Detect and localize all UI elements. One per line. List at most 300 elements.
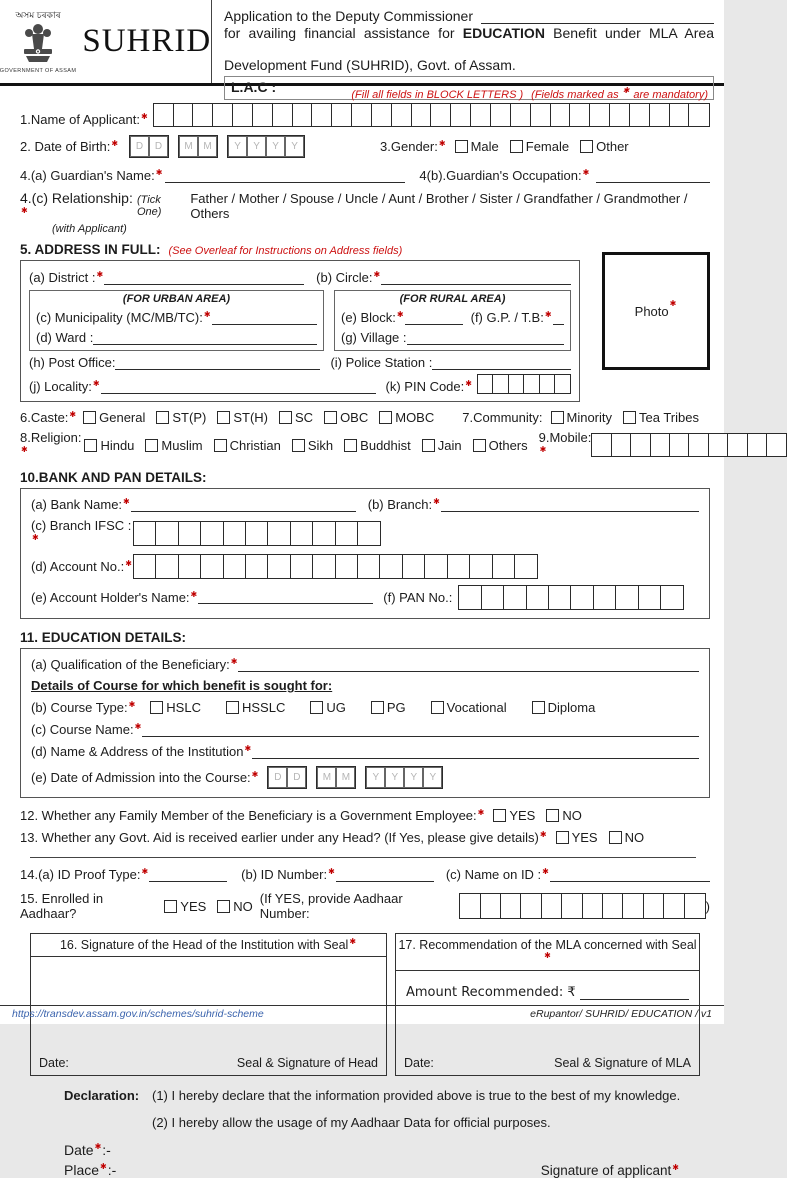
checkbox-vocational[interactable]: [431, 700, 507, 715]
checkbox-icon[interactable]: [580, 140, 593, 153]
checkbox-other[interactable]: [580, 139, 629, 154]
aadhaar-hint: (If YES, provide Aadhaar Number:: [259, 891, 403, 921]
govt-aid-row: [20, 830, 710, 845]
char-cell[interactable]: [669, 103, 690, 127]
char-cell[interactable]: [582, 893, 604, 919]
institution-signature-footer: [31, 1056, 386, 1075]
amount-line[interactable]: [580, 987, 689, 1000]
checkbox-icon[interactable]: [164, 900, 177, 913]
checkbox-christian[interactable]: [214, 438, 281, 453]
char-cell[interactable]: [212, 103, 233, 127]
scheme-url-link[interactable]: https://transdev.assam.gov.in/schemes/suhrid-scheme: [12, 1008, 264, 1020]
checkbox-label: UG: [326, 700, 346, 715]
char-cell[interactable]: [589, 103, 610, 127]
checkbox-icon[interactable]: [609, 831, 622, 844]
address-overleaf-note: (See Overleaf for Instructions on Address fields): [168, 245, 403, 257]
char-cell[interactable]: [245, 554, 269, 579]
checkbox-mobc[interactable]: [379, 410, 434, 425]
assamese-govt-text: অসম চৰকাৰ: [15, 9, 61, 20]
date-char-cell[interactable]: Y: [423, 767, 442, 788]
char-cell[interactable]: [569, 103, 590, 127]
checkbox-jain[interactable]: [422, 438, 462, 453]
checkbox-diploma[interactable]: [532, 700, 596, 715]
declaration-lines: [152, 1088, 680, 1130]
char-cell[interactable]: [630, 433, 651, 457]
char-cell[interactable]: [379, 554, 403, 579]
checkbox-sikh[interactable]: [292, 438, 333, 453]
declaration-date[interactable]: Date :-: [64, 1142, 111, 1158]
checkbox-icon[interactable]: [371, 701, 384, 714]
checkbox-label: PG: [386, 700, 406, 715]
block-label: (e) Block:: [341, 310, 396, 325]
char-cell[interactable]: [650, 433, 671, 457]
checkbox-others[interactable]: [473, 438, 528, 453]
char-cell[interactable]: [530, 103, 551, 127]
char-cell[interactable]: [550, 103, 571, 127]
community-options: [551, 410, 711, 425]
gender-options: [455, 139, 640, 154]
char-cell[interactable]: [155, 554, 179, 579]
char-cell[interactable]: [411, 103, 432, 127]
locality-line[interactable]: [101, 381, 376, 394]
checkbox-no[interactable]: [609, 830, 645, 845]
declaration-line1: (1) I hereby declare that the information provided above is true to the best of my knowledge.: [152, 1088, 681, 1103]
name-on-id-line[interactable]: [550, 869, 710, 882]
char-cell[interactable]: [447, 554, 471, 579]
checkbox-icon[interactable]: [493, 809, 506, 822]
circle-line[interactable]: [381, 272, 571, 285]
char-cell[interactable]: [173, 103, 194, 127]
page-footer: [0, 1005, 724, 1020]
char-cell[interactable]: [178, 554, 202, 579]
district-line[interactable]: [104, 272, 304, 285]
checkbox-label: HSLC: [166, 700, 201, 715]
instructions-note: [20, 89, 708, 101]
char-cell[interactable]: [554, 374, 571, 394]
checkbox-male[interactable]: [455, 139, 499, 154]
checkbox-icon[interactable]: [510, 140, 523, 153]
char-cell[interactable]: [622, 893, 644, 919]
date-char-cell[interactable]: M: [317, 767, 336, 788]
char-cell[interactable]: [458, 585, 482, 610]
char-cell[interactable]: [424, 554, 448, 579]
dob-cells: [129, 135, 314, 158]
char-cell[interactable]: [638, 585, 662, 610]
checkbox-label: YES: [571, 830, 598, 845]
char-cell[interactable]: [663, 893, 685, 919]
holder-line[interactable]: [198, 591, 373, 604]
post-office-label: (h) Post Office:: [29, 355, 116, 370]
checkbox-icon[interactable]: [556, 831, 569, 844]
photo-label: Photo: [634, 303, 669, 319]
char-cell[interactable]: [481, 585, 505, 610]
char-cell[interactable]: [615, 585, 639, 610]
dob-label: 2. Date of Birth:: [20, 139, 111, 154]
ifsc-label: (c) Branch IFSC :: [31, 518, 132, 533]
checkbox-ug[interactable]: [310, 700, 346, 715]
checkbox-label: Tea Tribes: [639, 410, 699, 425]
char-cell[interactable]: [591, 433, 612, 457]
checkbox-icon[interactable]: [279, 411, 292, 424]
checkbox-no[interactable]: [217, 899, 253, 914]
char-cell[interactable]: [351, 103, 372, 127]
date-char-cell[interactable]: M: [179, 136, 198, 157]
institution-signature-heading: 16. Signature of the Head of the Institution with Seal: [31, 934, 386, 957]
course-type-options: [150, 700, 606, 715]
checkbox-icon[interactable]: [551, 411, 564, 424]
date-char-cell[interactable]: Y: [385, 767, 404, 788]
char-cell[interactable]: [192, 103, 213, 127]
id-proof-row: [20, 867, 710, 882]
date-char-cell[interactable]: D: [287, 767, 306, 788]
admission-date-cells: [267, 766, 452, 789]
checkbox-icon[interactable]: [217, 411, 230, 424]
char-cell[interactable]: [541, 893, 563, 919]
char-cell[interactable]: [609, 103, 630, 127]
date-char-cell[interactable]: M: [198, 136, 217, 157]
char-cell[interactable]: [459, 893, 481, 919]
checkbox-icon[interactable]: [217, 900, 230, 913]
char-cell[interactable]: [611, 433, 632, 457]
date-place-row: [64, 1142, 710, 1178]
religion-mobile-row: [20, 430, 710, 460]
date-char-cell[interactable]: D: [130, 136, 149, 157]
checkbox-icon[interactable]: [546, 809, 559, 822]
char-cell[interactable]: [470, 103, 491, 127]
checkbox-yes[interactable]: [164, 899, 206, 914]
checkbox-sc[interactable]: [279, 410, 313, 425]
char-cell[interactable]: [526, 585, 550, 610]
account-row: [31, 554, 699, 579]
date-cell-group: [178, 135, 218, 158]
date-char-cell[interactable]: Y: [228, 136, 247, 157]
char-cell[interactable]: [660, 585, 684, 610]
date-char-cell[interactable]: D: [149, 136, 168, 157]
checkbox-icon[interactable]: [324, 411, 337, 424]
char-cell[interactable]: [520, 893, 542, 919]
urban-rural-boxes: [29, 290, 571, 351]
char-cell[interactable]: [178, 521, 202, 546]
post-police-row: [29, 355, 571, 370]
mandatory-note: (Fields marked as are mandatory): [531, 89, 708, 101]
char-cell[interactable]: [649, 103, 670, 127]
checkbox-label: OBC: [340, 410, 369, 425]
locality-label: (j) Locality:: [29, 379, 92, 394]
govt-employee-label: 12. Whether any Family Member of the Beneficiary is a Government Employee:: [20, 808, 477, 823]
char-cell[interactable]: [766, 433, 787, 457]
checkbox-hslc[interactable]: [150, 700, 201, 715]
tick-one-note: (Tick One): [137, 194, 162, 218]
holder-label: (e) Account Holder's Name:: [31, 590, 190, 605]
religion-label: 8.Religion:: [20, 430, 82, 445]
aadhaar-row: [20, 891, 710, 921]
field-dob-gender: [20, 135, 710, 158]
char-cell[interactable]: [252, 103, 273, 127]
checkbox-general[interactable]: [83, 410, 145, 425]
char-cell[interactable]: [669, 433, 690, 457]
char-cell[interactable]: [335, 521, 359, 546]
qualification-row: [31, 657, 699, 672]
char-cell[interactable]: [223, 521, 247, 546]
municipality-line[interactable]: [212, 312, 317, 325]
date-char-cell[interactable]: Y: [404, 767, 423, 788]
char-cell[interactable]: [292, 103, 313, 127]
checkbox-label: Other: [596, 139, 629, 154]
course-name-line[interactable]: [142, 724, 699, 737]
checkbox-icon[interactable]: [292, 439, 305, 452]
checkbox-yes[interactable]: [556, 830, 598, 845]
checkbox-icon[interactable]: [623, 411, 636, 424]
gp-line[interactable]: [553, 312, 564, 325]
char-cell[interactable]: [469, 554, 493, 579]
religion-options: [84, 438, 538, 453]
ward-line[interactable]: [93, 332, 317, 345]
bank-name-line[interactable]: [131, 499, 356, 512]
aadhaar-cells: [459, 893, 705, 919]
checkbox-label: NO: [624, 830, 645, 845]
block-line[interactable]: [405, 312, 463, 325]
char-cell[interactable]: [200, 521, 224, 546]
char-cell[interactable]: [290, 554, 314, 579]
course-details-heading: Details of Course for which benefit is sought for:: [31, 678, 333, 693]
branch-label: (b) Branch:: [367, 497, 433, 512]
checkbox-minority[interactable]: [551, 410, 613, 425]
section-divider: [30, 857, 696, 858]
applicant-name-label: 1.Name of Applicant:: [20, 112, 140, 127]
char-cell[interactable]: [490, 103, 511, 127]
char-cell[interactable]: [402, 554, 426, 579]
char-cell[interactable]: [727, 433, 748, 457]
date-char-cell[interactable]: Y: [366, 767, 385, 788]
char-cell[interactable]: [561, 893, 583, 919]
checkbox-tea-tribes[interactable]: [623, 410, 699, 425]
bank-branch-row: [31, 497, 699, 512]
declaration-place[interactable]: Place :-: [64, 1162, 117, 1178]
checkbox-buddhist[interactable]: [344, 438, 411, 453]
checkbox-st-h-[interactable]: [217, 410, 268, 425]
char-cell[interactable]: [514, 554, 538, 579]
checkbox-icon[interactable]: [431, 701, 444, 714]
relationship-options[interactable]: Father / Mother / Spouse / Uncle / Aunt / Brother / Sister / Grandfather / Grandmother / Others: [190, 191, 688, 221]
guardian-occupation-line[interactable]: [596, 170, 710, 183]
char-cell[interactable]: [629, 103, 650, 127]
checkbox-label: Female: [525, 139, 570, 154]
field-relationship: [20, 190, 710, 222]
post-office-line[interactable]: [115, 357, 320, 370]
checkbox-icon[interactable]: [422, 439, 435, 452]
checkbox-icon[interactable]: [150, 701, 163, 714]
ward-label: (d) Ward :: [36, 330, 94, 345]
char-cell[interactable]: [272, 103, 293, 127]
char-cell[interactable]: [643, 893, 665, 919]
char-cell[interactable]: [232, 103, 253, 127]
char-cell[interactable]: [200, 554, 224, 579]
char-cell[interactable]: [335, 554, 359, 579]
char-cell[interactable]: [593, 585, 617, 610]
char-cell[interactable]: [371, 103, 392, 127]
checkbox-icon[interactable]: [532, 701, 545, 714]
circle-label: (b) Circle:: [316, 270, 373, 285]
aadhaar-enrolled-label: 15. Enrolled in Aadhaar?: [20, 891, 104, 921]
checkbox-icon[interactable]: [84, 439, 97, 452]
char-cell[interactable]: [155, 521, 179, 546]
checkbox-label: Vocational: [446, 700, 507, 715]
police-station-label: (i) Police Station :: [330, 355, 433, 370]
caste-label: 6.Caste:: [20, 410, 69, 425]
signature-of-applicant: Signature of applicant: [540, 1163, 672, 1178]
photo-box[interactable]: [602, 252, 710, 370]
bank-box: [20, 488, 710, 619]
char-cell[interactable]: [312, 521, 336, 546]
char-cell[interactable]: [570, 585, 594, 610]
checkbox-muslim[interactable]: [145, 438, 202, 453]
checkbox-hsslc[interactable]: [226, 700, 285, 715]
address-box: [20, 260, 580, 402]
id-number-label: (b) ID Number:: [241, 867, 328, 882]
institution-row: [31, 744, 699, 759]
pin-code-label: (k) PIN Code:: [385, 379, 465, 394]
municipality-row: [36, 310, 317, 325]
char-cell[interactable]: [500, 893, 522, 919]
deputy-commissioner-fill-line[interactable]: [481, 10, 714, 24]
checkbox-icon[interactable]: [214, 439, 227, 452]
char-cell[interactable]: [708, 433, 729, 457]
char-cell[interactable]: [153, 103, 174, 127]
lac-label: L.A.C :: [231, 79, 277, 95]
address-heading-label: 5. ADDRESS IN FULL:: [20, 242, 161, 257]
checkbox-icon[interactable]: [473, 439, 486, 452]
checkbox-label: Minority: [566, 410, 613, 425]
education-section-heading: 11. EDUCATION DETAILS:: [20, 630, 187, 645]
form-version-label: eRupantor/ SUHRID/ EDUCATION / v1: [530, 1008, 712, 1020]
police-station-line[interactable]: [432, 357, 571, 370]
aadhaar-options: [164, 899, 264, 914]
char-cell[interactable]: [391, 103, 412, 127]
urban-area-heading: (FOR URBAN AREA): [122, 293, 231, 305]
mla-recommendation-heading: 17. Recommendation of the MLA concerned with Seal: [396, 934, 699, 971]
checkbox-icon[interactable]: [379, 411, 392, 424]
char-cell[interactable]: [430, 103, 451, 127]
checkbox-icon[interactable]: [83, 411, 96, 424]
checkbox-st-p-[interactable]: [156, 410, 206, 425]
course-type-label: (b) Course Type:: [31, 700, 128, 715]
district-label: (a) District :: [29, 270, 96, 285]
char-cell[interactable]: [245, 521, 269, 546]
course-name-label: (c) Course Name:: [31, 722, 134, 737]
with-applicant-note: (with Applicant): [52, 223, 127, 235]
checkbox-label: NO: [233, 898, 253, 914]
district-circle-row: [29, 270, 571, 285]
char-cell[interactable]: [133, 521, 157, 546]
checkbox-yes[interactable]: [493, 808, 535, 823]
pin-code-cells: [477, 374, 571, 394]
guardian-name-line[interactable]: [165, 170, 405, 183]
govt-employee-options: [493, 808, 593, 823]
char-cell[interactable]: [548, 585, 572, 610]
mla-signature-footer: [396, 1056, 699, 1075]
checkbox-icon[interactable]: [310, 701, 323, 714]
date-char-cell[interactable]: Y: [247, 136, 266, 157]
char-cell[interactable]: [357, 554, 381, 579]
caste-community-row: [20, 410, 710, 425]
gp-label: (f) G.P. / T.B:: [470, 310, 544, 325]
char-cell[interactable]: [267, 554, 291, 579]
checkbox-no[interactable]: [546, 808, 582, 823]
address-block: [20, 260, 710, 402]
applicant-name-cells: [153, 103, 710, 127]
id-proof-type-label: 14.(a) ID Proof Type:: [20, 867, 141, 882]
char-cell[interactable]: [357, 521, 381, 546]
municipality-label: (c) Municipality (MC/MB/TC):: [36, 310, 203, 325]
declaration-label: Declaration:: [64, 1088, 140, 1103]
char-cell[interactable]: [492, 554, 516, 579]
date-char-cell[interactable]: M: [336, 767, 355, 788]
rural-area-box: [334, 290, 571, 351]
account-label: (d) Account No.:: [31, 559, 125, 574]
assam-emblem-icon: [16, 21, 60, 67]
checkbox-icon[interactable]: [455, 140, 468, 153]
branch-line[interactable]: [441, 499, 699, 512]
char-cell[interactable]: [267, 521, 291, 546]
checkbox-icon[interactable]: [145, 439, 158, 452]
caste-options: [83, 410, 445, 425]
checkbox-label: Hindu: [100, 437, 135, 453]
emblem-stack: [0, 10, 76, 74]
char-cell[interactable]: [312, 554, 336, 579]
char-cell[interactable]: [684, 893, 706, 919]
char-cell[interactable]: [331, 103, 352, 127]
char-cell[interactable]: [510, 103, 531, 127]
title-line1: Application to the Deputy Commissioner: [224, 8, 474, 24]
admission-date-label: (e) Date of Admission into the Course:: [31, 770, 251, 785]
char-cell[interactable]: [311, 103, 332, 127]
date-cell-group: [316, 766, 356, 789]
char-cell[interactable]: [747, 433, 768, 457]
checkbox-pg[interactable]: [371, 700, 406, 715]
checkbox-obc[interactable]: [324, 410, 368, 425]
date-char-cell[interactable]: Y: [266, 136, 285, 157]
checkbox-label: Sikh: [307, 437, 334, 453]
date-cell-group: [365, 766, 443, 789]
block-letters-note: (Fill all fields in BLOCK LETTERS ): [351, 89, 524, 101]
char-cell[interactable]: [290, 521, 314, 546]
date-char-cell[interactable]: Y: [285, 136, 304, 157]
char-cell[interactable]: [688, 433, 709, 457]
char-cell[interactable]: [688, 103, 709, 127]
checkbox-icon[interactable]: [344, 439, 357, 452]
checkbox-label: Christian: [229, 437, 281, 453]
qualification-line[interactable]: [238, 659, 699, 672]
checkbox-label: ST(P): [172, 410, 207, 425]
govt-aid-options: [556, 830, 656, 845]
checkbox-icon[interactable]: [226, 701, 239, 714]
id-proof-type-line[interactable]: [149, 869, 227, 882]
date-char-cell[interactable]: D: [268, 767, 287, 788]
id-number-line[interactable]: [336, 869, 434, 882]
char-cell[interactable]: [133, 554, 157, 579]
gender-label: 3.Gender:: [380, 139, 438, 154]
char-cell[interactable]: [480, 893, 502, 919]
checkbox-female[interactable]: [510, 139, 569, 154]
institution-line[interactable]: [252, 746, 699, 759]
char-cell[interactable]: [602, 893, 624, 919]
char-cell[interactable]: [223, 554, 247, 579]
checkbox-icon[interactable]: [156, 411, 169, 424]
char-cell[interactable]: [450, 103, 471, 127]
checkbox-hindu[interactable]: [84, 438, 134, 453]
char-cell[interactable]: [503, 585, 527, 610]
village-line[interactable]: [407, 332, 564, 345]
